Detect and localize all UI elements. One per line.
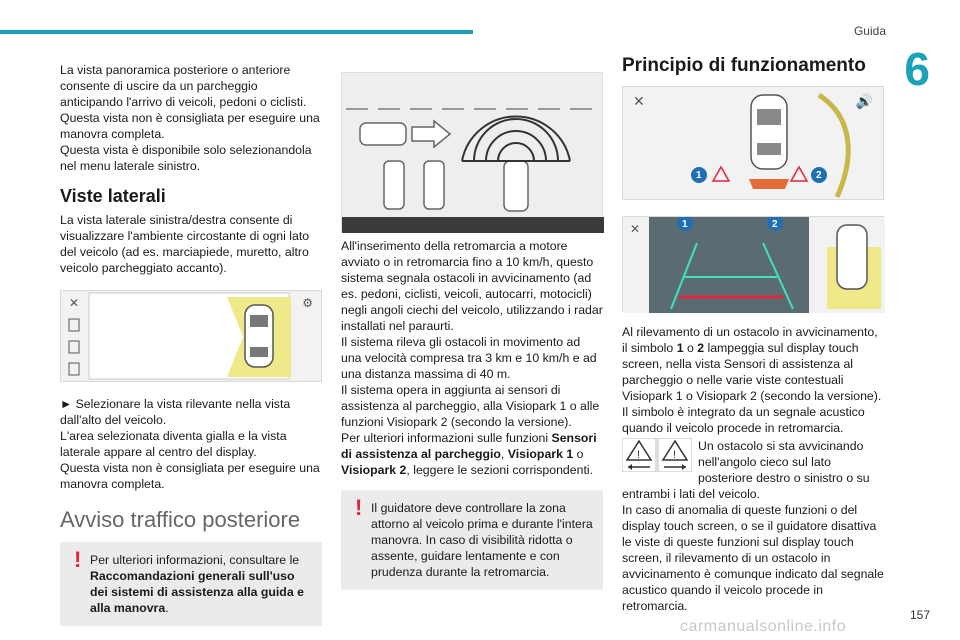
p1-symbol-1: 1 [676,341,684,355]
visiopark-drawing [623,217,885,313]
warning-triangles-icon [622,438,692,472]
badge-2: 2 [816,170,822,181]
intro-text-3: Questa vista è disponibile solo selezionandola nel menu laterale sinistro. [60,143,312,173]
warning-box-1 [60,542,322,626]
side-view-screen-illustration [60,290,322,382]
select-text-3: Questa vista non è consigliata per eseguire una manovra completa. [60,461,320,491]
badge-1: 1 [696,170,702,181]
warning-box-2 [341,490,603,590]
sound-icon: 🔊 [855,93,873,109]
description-3: Il sistema opera in aggiunta ai sensori di assistenza al parcheggio, alla Visiopark 1 o alle funzioni Visiopark 2 (secondo la versione). [341,383,600,429]
desc4-o: o [576,447,584,461]
rear-traffic-heading: Avviso traffico posteriore [60,507,301,532]
close-icon: ✕ [633,93,645,109]
select-instruction: ► Selezionare la vista rilevante nella vista dall'alto del veicolo. [60,397,291,427]
column-3 [622,55,884,614]
warning-text: Il guidatore deve controllare la zona attorno al veicolo prima e durante l'intera manovra. In caso di visibilità ridotta o assente, guidare lentamente e con prudenza durante la retromarcia. [371,501,593,579]
visiopark-view-illustration [622,216,884,312]
principle-text-4: In caso di anomalia di queste funzioni o del display touch screen, o se il guidatore disattiva le viste di queste funzioni sul display touch screen, il rilevamento di un ostacolo in avvicinamento è comunque indicato dal segnale acustico quando il veicolo procede in retromarcia. [622,503,884,613]
select-text-2: L'area selezionata diventa gialla e la vista laterale appare al centro del display. [60,429,287,459]
page-number: 157 [909,608,930,622]
warning-end: . [165,601,169,615]
p1-c: lampeggia sul display touch screen, nella vista Sensori di assistenza al parcheggio o nelle varie viste contestuali Visiopark 1 o Visiopark 2 (secondo la versione). [622,341,882,403]
desc4-end: , leggere le sezioni corrispondenti. [406,463,594,477]
svg-text:!: ! [673,449,677,461]
desc4-mid: , [500,447,505,461]
svg-text:!: ! [637,449,641,461]
chapter-number: 6 [904,43,930,95]
side-view-drawing [61,291,323,383]
warning-icon: ! [74,547,82,572]
intro-text: La vista panoramica posteriore o anteriore consente di uscire da un parcheggio anticipando l'arrivo di veicoli, pedoni o ciclisti. [60,63,307,109]
desc4-pre: Per ulteriori informazioni sulle funzioni [341,431,549,445]
warning-text: Per ulteriori informazioni, consultare le [90,553,300,567]
close-icon: ✕ [69,296,80,310]
warning-icon: ! [355,495,363,520]
intro-text-2: Questa vista non è consigliata per eseguire una manovra completa. [60,111,320,141]
rear-traffic-illustration [341,72,603,232]
close-icon: ✕ [630,222,641,236]
description-2: Il sistema rileva gli ostacoli in movimento ad una velocità compresa tra 3 km e 10 km/h e ad una distanza massima di 40 m. [341,335,597,381]
principle-text-2: Il simbolo è integrato da un segnale acustico quando il veicolo procede in retromarcia. [622,405,865,435]
sensors-view-illustration [622,86,884,200]
desc4-bold-1: Sensori di assistenza al parcheggio [341,431,597,461]
p1-o: o [686,341,694,355]
desc4-bold-3: Visiopark 2 [341,463,407,477]
column-2 [341,72,603,590]
principle-text-3: Un ostacolo si sta avvicinando nell'angolo cieco sul lato posteriore destro o sinistro o su entrambi i lati del veicolo. [622,439,870,501]
sensors-drawing [623,87,885,201]
column-1 [60,62,322,626]
p1-symbol-2: 2 [697,341,705,355]
side-views-heading: Viste laterali [60,186,166,206]
watermark: carmanualsonline.info [680,618,847,635]
description-4 [341,430,603,478]
header-accent-bar [0,30,473,34]
badge-1: 1 [682,219,688,230]
rear-traffic-drawing [342,73,604,233]
badge-2: 2 [772,219,778,230]
principle-heading: Principio di funzionamento [622,55,866,76]
side-views-text: La vista laterale sinistra/destra consente di visualizzare l'ambiente circostante di ogni lato del veicolo (ad es. marciapiede, muretto, altro veicolo parcheggiato accanto). [60,213,310,275]
warning-symbols-row [622,438,884,502]
section-label: Guida [853,24,886,38]
settings-icon: ⚙ [302,296,313,310]
description-1: All'inserimento della retromarcia a motore avviato o in retromarcia fino a 10 km/h, questo sistema segnala ostacoli in avvicinamento (ad es. pedoni, ciclisti, veicoli, autocarri, motocicli) negli angoli ciechi del veicolo, utilizzando i radar installati nel paraurti. [341,239,603,333]
warning-bold-text: Raccomandazioni generali sull'uso dei sistemi di assistenza alla guida e alla manovra [90,569,304,615]
principle-text-1 [622,324,884,404]
p1-a: Al rilevamento di un ostacolo in avvicinamento, il simbolo [622,325,878,355]
desc4-bold-2: Visiopark 1 [507,447,574,461]
